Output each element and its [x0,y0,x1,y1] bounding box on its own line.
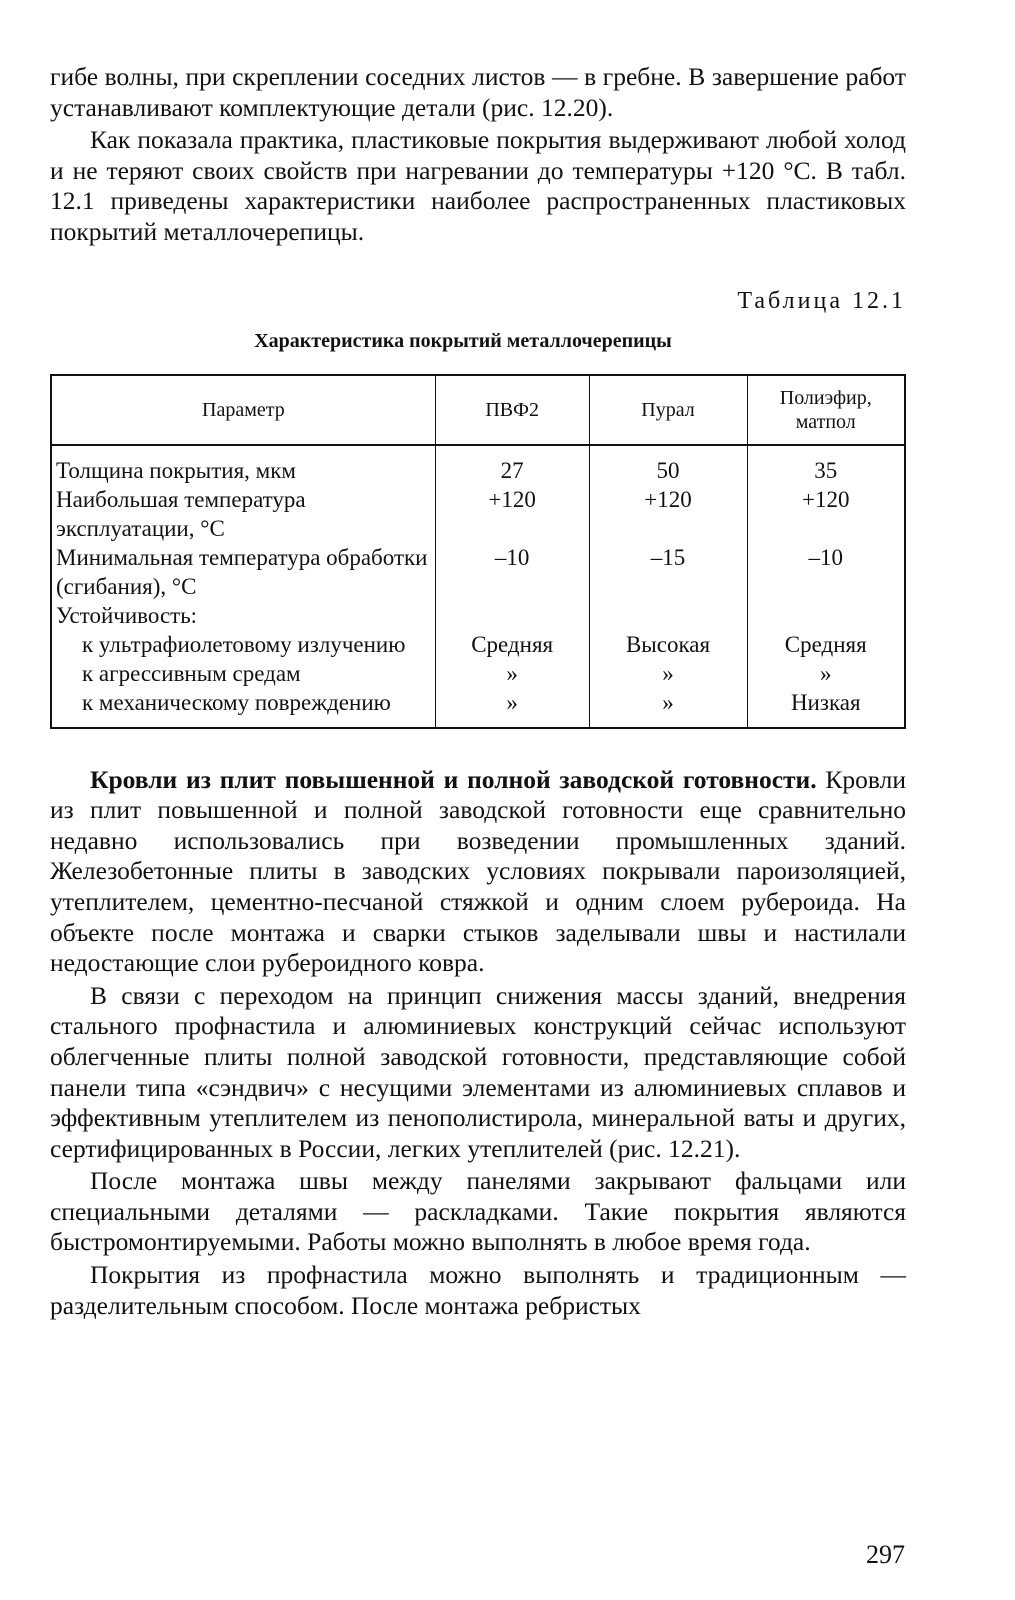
table-header-row [51,375,905,445]
row-value-polyester: Средняя [747,630,905,659]
row-param-text: к ультрафиолетовому излучению [82,631,406,657]
table-row [51,630,905,659]
empty-cell [435,601,589,630]
row-value-polyester: 35 [747,445,905,485]
row-param [51,688,435,728]
row-value-pural: 50 [589,445,747,485]
table-row [51,543,905,601]
row-value-pvf2: » [435,659,589,688]
table-caption: Таблица 12.1 [737,287,906,314]
row-value-polyester: –10 [747,543,905,601]
row-value-pvf2: » [435,688,589,728]
row-param: Минимальная температура обработки (сгибания), °С [51,543,435,601]
row-param: Наибольшая температура эксплуатации, °С [51,485,435,543]
row-value-pvf2: +120 [435,485,589,543]
paragraph-body-2: После монтажа швы между панелями закрывают фальцами или специальными деталями — раскладками. Такие покрытия являются быстромонтируемыми. Работы можно выполнять в любое время года. [50,1166,906,1257]
row-value-pural: » [589,659,747,688]
row-value-pvf2: Средняя [435,630,589,659]
table-row [51,445,905,485]
row-param [51,659,435,688]
row-param-text: к механическому повреждению [82,689,391,715]
table-row [51,485,905,543]
row-value-pural: » [589,688,747,728]
section-heading: Кровли из плит повышенной и полной заводской готовности. [90,764,817,794]
row-value-pural: +120 [589,485,747,543]
empty-cell [589,601,747,630]
row-value-pvf2: –10 [435,543,589,601]
row-value-pural: Высокая [589,630,747,659]
row-value-pural: –15 [589,543,747,601]
header-polyester: Полиэфир, матпол [747,375,905,445]
paragraph-intro-2: Как показала практика, пластиковые покрытия выдерживают любой холод и не теряют своих свойств при нагревании до температуры +120 °С. В табл. 12.1 приведены характеристики наиболее распространенных пластиковых покрытий металлочерепицы. [50,125,906,246]
page-number: 297 [866,1540,905,1569]
row-value-polyester: » [747,659,905,688]
table-row [51,659,905,688]
row-value-polyester: +120 [747,485,905,543]
paragraph-body-1: В связи с переходом на принцип снижения массы зданий, внедрения стального профнастила и алюминиевых конструкций сейчас используют облегченные плиты полной заводской готовности, представляющие собой панели типа «сэндвич» с несущими элементами из алюминиевых сплавов и эффективным утеплителем из пенополистирола, минеральной ваты и других, сертифицированных в России, легких утеплителей (рис. 12.21). [50,980,906,1163]
paragraph-intro-1: гибе волны, при скреплении соседних листов — в гребне. В завершение работ устанавливают комплектующие детали (рис. 12.20). [50,62,906,122]
table-row [51,601,905,630]
header-param: Параметр [51,375,435,445]
section-lead-text: Кровли из плит повышенной и полной заводской готовности еще сравнительно недавно использовались при возведении промышленных зданий. Железобетонные плиты в заводских условиях покрывали пароизоляцией, утеплителем, цементно-песчаной стяжкой и одним слоем рубероида. На объекте после монтажа и сварки стыков заделывали швы и настилали недостающие слои рубероидного ковра. [50,764,906,978]
row-param-text: к агрессивным средам [82,660,301,686]
table-row [51,688,905,728]
row-value-polyester: Низкая [747,688,905,728]
empty-cell [747,601,905,630]
paragraph-section-lead [50,765,906,979]
row-param: Толщина покрытия, мкм [51,445,435,485]
row-value-pvf2: 27 [435,445,589,485]
row-group-label: Устойчивость: [51,601,435,630]
book-page [50,62,906,1321]
paragraph-body-3: Покрытия из профнастила можно выполнять и традиционным — разделительным способом. После монтажа ребристых [50,1260,906,1320]
row-param [51,630,435,659]
table-title: Характеристика покрытий металлочерепицы [254,329,672,352]
header-pvf2: ПВФ2 [435,375,589,445]
header-pural: Пурал [589,375,747,445]
specs-table [50,374,906,729]
